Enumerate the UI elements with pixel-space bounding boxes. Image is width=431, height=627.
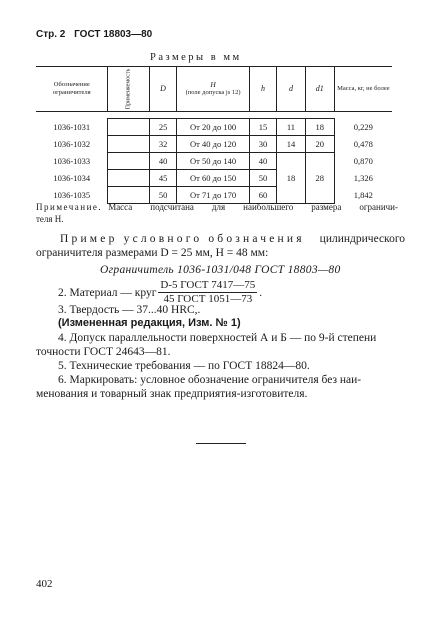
cell-applicability [108, 136, 150, 153]
cell-d-merged: 18 [277, 153, 306, 204]
cell-D: 50 [150, 187, 177, 204]
cell-applicability [108, 170, 150, 187]
header-mass: Масса, кг, не более [334, 67, 392, 112]
cell-designation: 1036-1031 [53, 122, 91, 132]
item-requirements: 5. Технические требования — по ГОСТ 18824—80. [58, 360, 310, 372]
cell-mass: 1,842 [334, 187, 392, 204]
note-text: Масса подсчитана для наибольшего размера ограничи- [108, 202, 398, 212]
header-designation: Обозначение ограничителя [36, 67, 108, 112]
cell-h: 15 [250, 119, 277, 136]
header-h: h [250, 67, 277, 112]
item-tolerance-continued: точности ГОСТ 24643—81. [36, 346, 171, 358]
page-label: Стр. 2 [36, 29, 66, 40]
cell-h: 30 [250, 136, 277, 153]
material-denominator: 45 ГОСТ 1051—73 [163, 293, 253, 305]
section-divider [196, 443, 246, 444]
header-applicability: Применяемость [108, 67, 150, 112]
cell-H: От 40 до 120 [177, 136, 250, 153]
cell-designation: 1036-1034 [53, 173, 91, 183]
cell-d1-merged: 28 [305, 153, 334, 204]
table-row [36, 170, 392, 187]
table-caption: Размеры в мм [150, 52, 242, 63]
cell-H: От 71 до 170 [177, 187, 250, 204]
cell-mass: 0,229 [334, 119, 392, 136]
cell-D: 40 [150, 153, 177, 170]
cell-applicability [108, 153, 150, 170]
cell-D: 25 [150, 119, 177, 136]
table-header-row [36, 67, 392, 112]
header-H: H (поле допуска js 12) [177, 67, 250, 112]
example-rest: цилиндрического [319, 233, 405, 245]
header-D: D [150, 67, 177, 112]
item-marking: 6. Маркировать: условное обозначение ограничителя без наи- [58, 374, 362, 386]
example-heading [60, 232, 405, 246]
cell-d1: 20 [305, 136, 334, 153]
cell-H: От 20 до 100 [177, 119, 250, 136]
table-row [36, 136, 392, 153]
example-spaced: Пример условного обозначения [60, 233, 305, 245]
item-marking-continued: менования и товарный знак предприятия-изготовителя. [36, 388, 308, 400]
header-d1: d1 [305, 67, 334, 112]
item-tolerance: 4. Допуск параллельности поверхностей А и Б — по 9-й степени [58, 332, 377, 344]
material-numerator: D-5 ГОСТ 7417—75 [160, 279, 256, 291]
cell-d: 14 [277, 136, 306, 153]
item-material [58, 279, 262, 306]
material-suffix: . [259, 286, 263, 299]
page-number: 402 [36, 578, 53, 590]
cell-mass: 0,870 [334, 153, 392, 170]
item-hardness: 3. Твердость — 37...40 HRC,. [58, 304, 201, 316]
cell-H: От 60 до 150 [177, 170, 250, 187]
table-note [36, 201, 398, 225]
cell-D: 45 [150, 170, 177, 187]
note-text-continued: теля H. [36, 214, 64, 224]
cell-d1: 18 [305, 119, 334, 136]
standard-number: ГОСТ 18803—80 [74, 29, 153, 40]
dimensions-table [36, 66, 392, 204]
cell-mass: 0,478 [334, 136, 392, 153]
table-row [36, 119, 392, 136]
cell-designation: 1036-1033 [53, 156, 91, 166]
cell-mass: 1,326 [334, 170, 392, 187]
cell-applicability [108, 119, 150, 136]
material-prefix: 2. Материал — круг [58, 286, 157, 299]
cell-H: От 50 до 140 [177, 153, 250, 170]
running-header [36, 29, 158, 40]
cell-designation: 1036-1035 [53, 190, 91, 200]
header-d: d [277, 67, 306, 112]
amendment-note: (Измененная редакция, Изм. № 1) [58, 317, 241, 329]
example-dimensions: ограничителя размерами D = 25 мм, H = 48 мм: [36, 247, 269, 259]
material-fraction [158, 279, 257, 306]
cell-D: 32 [150, 136, 177, 153]
cell-h: 60 [250, 187, 277, 204]
cell-h: 50 [250, 170, 277, 187]
example-designation: Ограничитель 1036-1031/048 ГОСТ 18803—80 [100, 264, 341, 276]
cell-h: 40 [250, 153, 277, 170]
note-label: Примечание. [36, 202, 103, 212]
cell-d: 11 [277, 119, 306, 136]
cell-designation: 1036-1032 [53, 139, 91, 149]
table-row [36, 153, 392, 170]
